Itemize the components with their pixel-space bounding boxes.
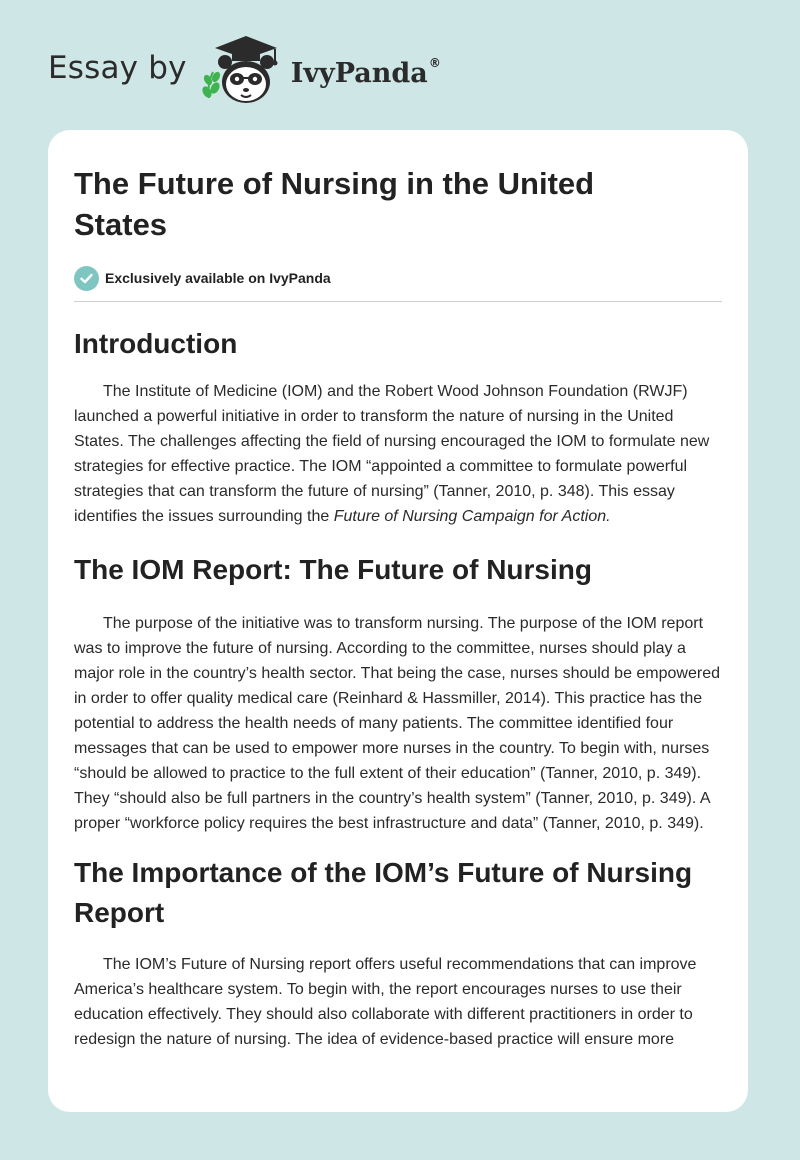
section-paragraph-importance: The IOM’s Future of Nursing report offers useful recommendations that can improve America’s healthcare system. To begin with, the report encourages nurses to use their education effectively. They should also collaborate with different practitioners in order to redesign the nature of nursing. The idea of evidence-based practice will ensure more	[74, 956, 697, 1048]
section-heading-importance: The Importance of the IOM’s Future of Nursing Report	[74, 857, 693, 928]
section-paragraph-iom-report: The purpose of the initiative was to transform nursing. The purpose of the IOM report was to improve the future of nursing. According to the committee, nurses should play a major role in the country’s health sector. That being the case, nurses should be empowered in order to offer quality medical care (Reinhard & Hassmiller, 2014). This practice has the potential to address the health needs of many patients. The committee identified four messages that can be used to empower more nurses in the country. To begin with, nurses “should be allowed to practice to the full extent of their education” (Tanner, 2010, p. 349). They “should also be full partners in the country’s health system” (Tanner, 2010, p. 349). A proper “workforce policy requires the best infrastructure and data” (Tanner, 2010, p. 349).	[74, 615, 721, 832]
exclusive-badge	[74, 265, 722, 291]
title-divider	[74, 301, 722, 302]
campaign-title: Future of Nursing Campaign for Action.	[333, 508, 611, 525]
section-heading-introduction: Introduction	[74, 328, 238, 359]
section-heading-iom-report: The IOM Report: The Future of Nursing	[74, 554, 592, 585]
essay-card	[48, 130, 748, 1112]
page-title: The Future of Nursing in the United States	[74, 166, 595, 242]
panda-graduate-icon	[199, 32, 289, 108]
brand-name: IvyPanda®	[290, 55, 441, 89]
registered-mark: ®	[428, 55, 441, 70]
brand-prefix: Essay by	[48, 50, 187, 86]
brand-header	[48, 32, 441, 112]
exclusive-badge-label: Exclusively available on IvyPanda	[105, 270, 331, 286]
checkmark-icon	[74, 266, 99, 291]
section-paragraph-introduction: The Institute of Medicine (IOM) and the Robert Wood Johnson Foundation (RWJF) launched a powerful initiative in order to transform the nature of nursing in the United States. The challenges affecting the field of nursing encouraged the IOM to formulate new strategies for effective practice. The IOM “appointed a committee to formulate powerful strategies that can transform the future of nursing” (Tanner, 2010, p. 348). This essay identifies the issues surrounding the Future of Nursing Campaign for Action.	[74, 383, 710, 525]
